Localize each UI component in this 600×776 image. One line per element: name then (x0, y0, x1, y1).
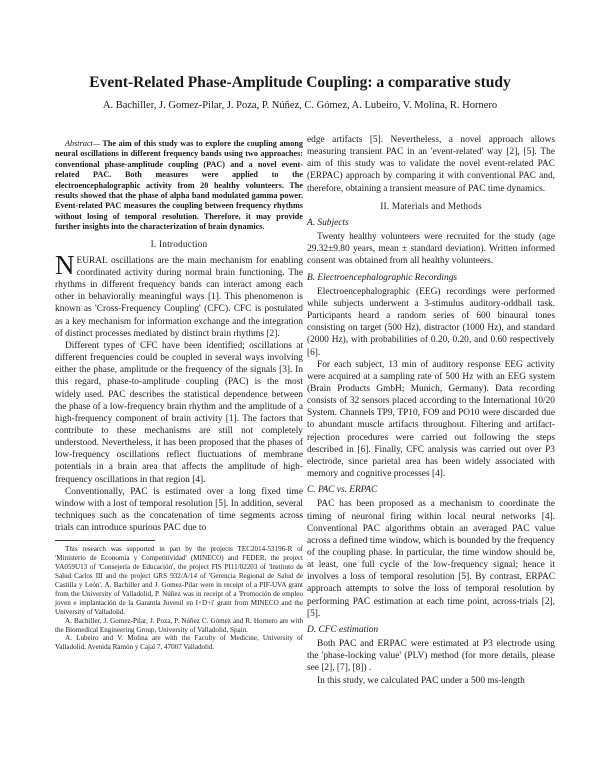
abstract-lead: Abstract— (65, 139, 101, 148)
right-column (307, 134, 555, 687)
intro-paragraph-1-text: EURAL oscillations are the main mechanism for enabling coordinated activity during normal brain functioning. The rhythms in different frequency bands can interact among each other in behaviorally meaningful ways [1]. This phenomenon is known as 'Cross-Frequency Coupling' (CFC). CFC is postulated as a key mechanism for information exchange and the integration of distinct processes mediated by distinct brain rhythms [2]. (55, 255, 303, 339)
eeg-paragraph-2: For each subject, 13 min of auditory response EEG activity were acquired at a sampling rate of 500 Hz with an EEG system (Brain Products GmbH; Munich, Germany). Data recording consists of 32 sensors placed according to the International 10/20 System. Channels TP9, TP10, FO9 and PO10 were discarded due to abundant muscle artifacts throughout. Filtering and artifact-rejection procedures were carried out following the steps described in [6]. Finally, CFC analysis was carried out over P3 electrode, since parietal area has been widely associated with memory and cognitive processes [4]. (307, 359, 555, 480)
left-column (55, 139, 303, 652)
footnote-divider (55, 540, 155, 541)
footnote-affiliation-2: A. Lubeiro and V. Molina are with the Faculty of Medicine, University of Valladolid, Avenida Ramón y Cajal 7, 47007 Valladolid. (55, 634, 303, 652)
footnotes (55, 545, 303, 652)
intro-continuation: edge artifacts [5]. Nevertheless, a novel approach allows measuring transient PAC in an 'event-related' way [2], [5]. The aim of this study was to validate the novel event-related PAC (ERPAC) approach by comparing it with conventional PAC and, therefore, obtaining a transient measure of PAC time dynamics. (307, 135, 555, 194)
subsection-pac-vs-erpac: C. PAC vs. ERPAC (307, 485, 378, 496)
eeg-paragraph-1: Electroencephalographic (EEG) recordings were performed while subjects underwent a 3-stimulus auditory-oddball task. Participants heard a random series of 600 binaural tones consisting on target (500 Hz), distractor (1000 Hz), and standard (2000 Hz), with probabilities of 0.20, 0.20, and 0.60 respectively [6]. (307, 286, 555, 358)
subsection-subjects: A. Subjects (307, 217, 349, 228)
footnote-affiliation-1: A. Bachiller, J. Gomez-Pilar, J. Poza, P. Núñez C. Gómez and R. Hornero are with the Biomedical Engineering Group, University of Valladolid, Spain. (55, 616, 303, 634)
abstract (55, 139, 303, 233)
cfc-paragraph-1: Both PAC and ERPAC were estimated at P3 electrode using the 'phase-locking value' (PLV) method (for more details, please see [2], [7], [8]) . (307, 639, 555, 674)
author-list: A. Bachiller, J. Gomez-Pilar, J. Poza, P. Núñez, C. Gómez, A. Lubeiro, V. Molina, R. Hornero (102, 100, 498, 111)
intro-paragraph-1 (55, 249, 303, 340)
paper-title: Event-Related Phase-Amplitude Coupling: a comparative study (89, 74, 511, 91)
section-heading-introduction: I. Introduction (150, 239, 208, 250)
subsection-cfc-estimation: D. CFC estimation (307, 624, 379, 635)
cfc-paragraph-2: In this study, we calculated PAC under a 500 ms-length (317, 675, 525, 686)
subjects-paragraph: Twenty healthy volunteers were recruited for the study (age 29.32±9.80 years, mean ± standard deviation). Written informed consent was obtained from all healthy volunteers. (307, 232, 555, 267)
subsection-eeg-recordings: B. Electroencephalographic Recordings (307, 272, 458, 283)
pac-paragraph: PAC has been proposed as a mechanism to coordinate the timing of neuronal firing within local neural networks [4]. Conventional PAC algorithms obtain an averaged PAC value across a defined time window, which is bounded by the frequency of the coupling phase. In particular, the time window should be, at least, one full cycle of the low-frequency signal; hence it involves a loss of temporal resolution [5]. By contrast, ERPAC approach attempts to solve the loss of temporal resolution by performing PAC estimation at each time point, across-trials [2], [5]. (307, 499, 555, 619)
intro-paragraph-3: Conventionally, PAC is estimated over a long fixed time window with a lost of temporal resolution [5]. In addition, several techniques such as the concatenation of time segments across trials can introduce spurious PAC due to (55, 486, 303, 534)
intro-paragraph-2: Different types of CFC have been identified; oscillations at different frequencies could be coupled in several ways involving either the phase, amplitude or the frequency of the signals [3]. In this regard, phase-to-amplitude coupling (PAC) is the most widely used. PAC describes the statistical dependence between the phase of a low-frequency brain rhythm and the amplitude of a high-frequency component of brain activity [1]. The factors that contribute to these mechanisms are still not completely understood. Nevertheless, it has been proposed that the phases of low-frequency oscillations reflect fluctuations of membrane potentials in a brain area that affects the amplitude of high-frequency oscillations in that region [4]. (55, 340, 303, 485)
section-heading-methods: II. Materials and Methods (380, 201, 482, 212)
drop-cap: N (55, 249, 75, 280)
footnote-funding: This research was supported in part by the projects TEC2014-53196-R of 'Ministerio de Economía y Competitividad' (MINECO) and FEDER, the project VA059U13 of 'Consejería de Educación', the project FIS PI11/02203 of 'Instituto de Salud Carlos III and the project GRS 932/A/14 of 'Gerencia Regional de Salud de Castilla y León'. A. Bachiller and J. Gomez-Pilar were in receipt of a PIF-UVA grant from the University of Valladolid, P. Núñez was in receipt of a 'Promoción de empleo joven e implantación de la Garantía Juvenil en I+D+i' grant from MINECO and the University of Valladolid. (55, 545, 303, 616)
abstract-text: The aim of this study was to explore the coupling among neural oscillations in different frequency bands using two approaches: conventional phase-amplitude coupling (PAC) and a novel event-related PAC. Both measures were applied to the electroencephalographic activity from 20 healthy volunteers. The results showed that the phase of alpha band modulated gamma power. Event-related PAC measures the coupling between frequency rhythms without losing of temporal resolution. Therefore, it may provide further insights into the characterization of brain dynamics. (55, 139, 303, 232)
